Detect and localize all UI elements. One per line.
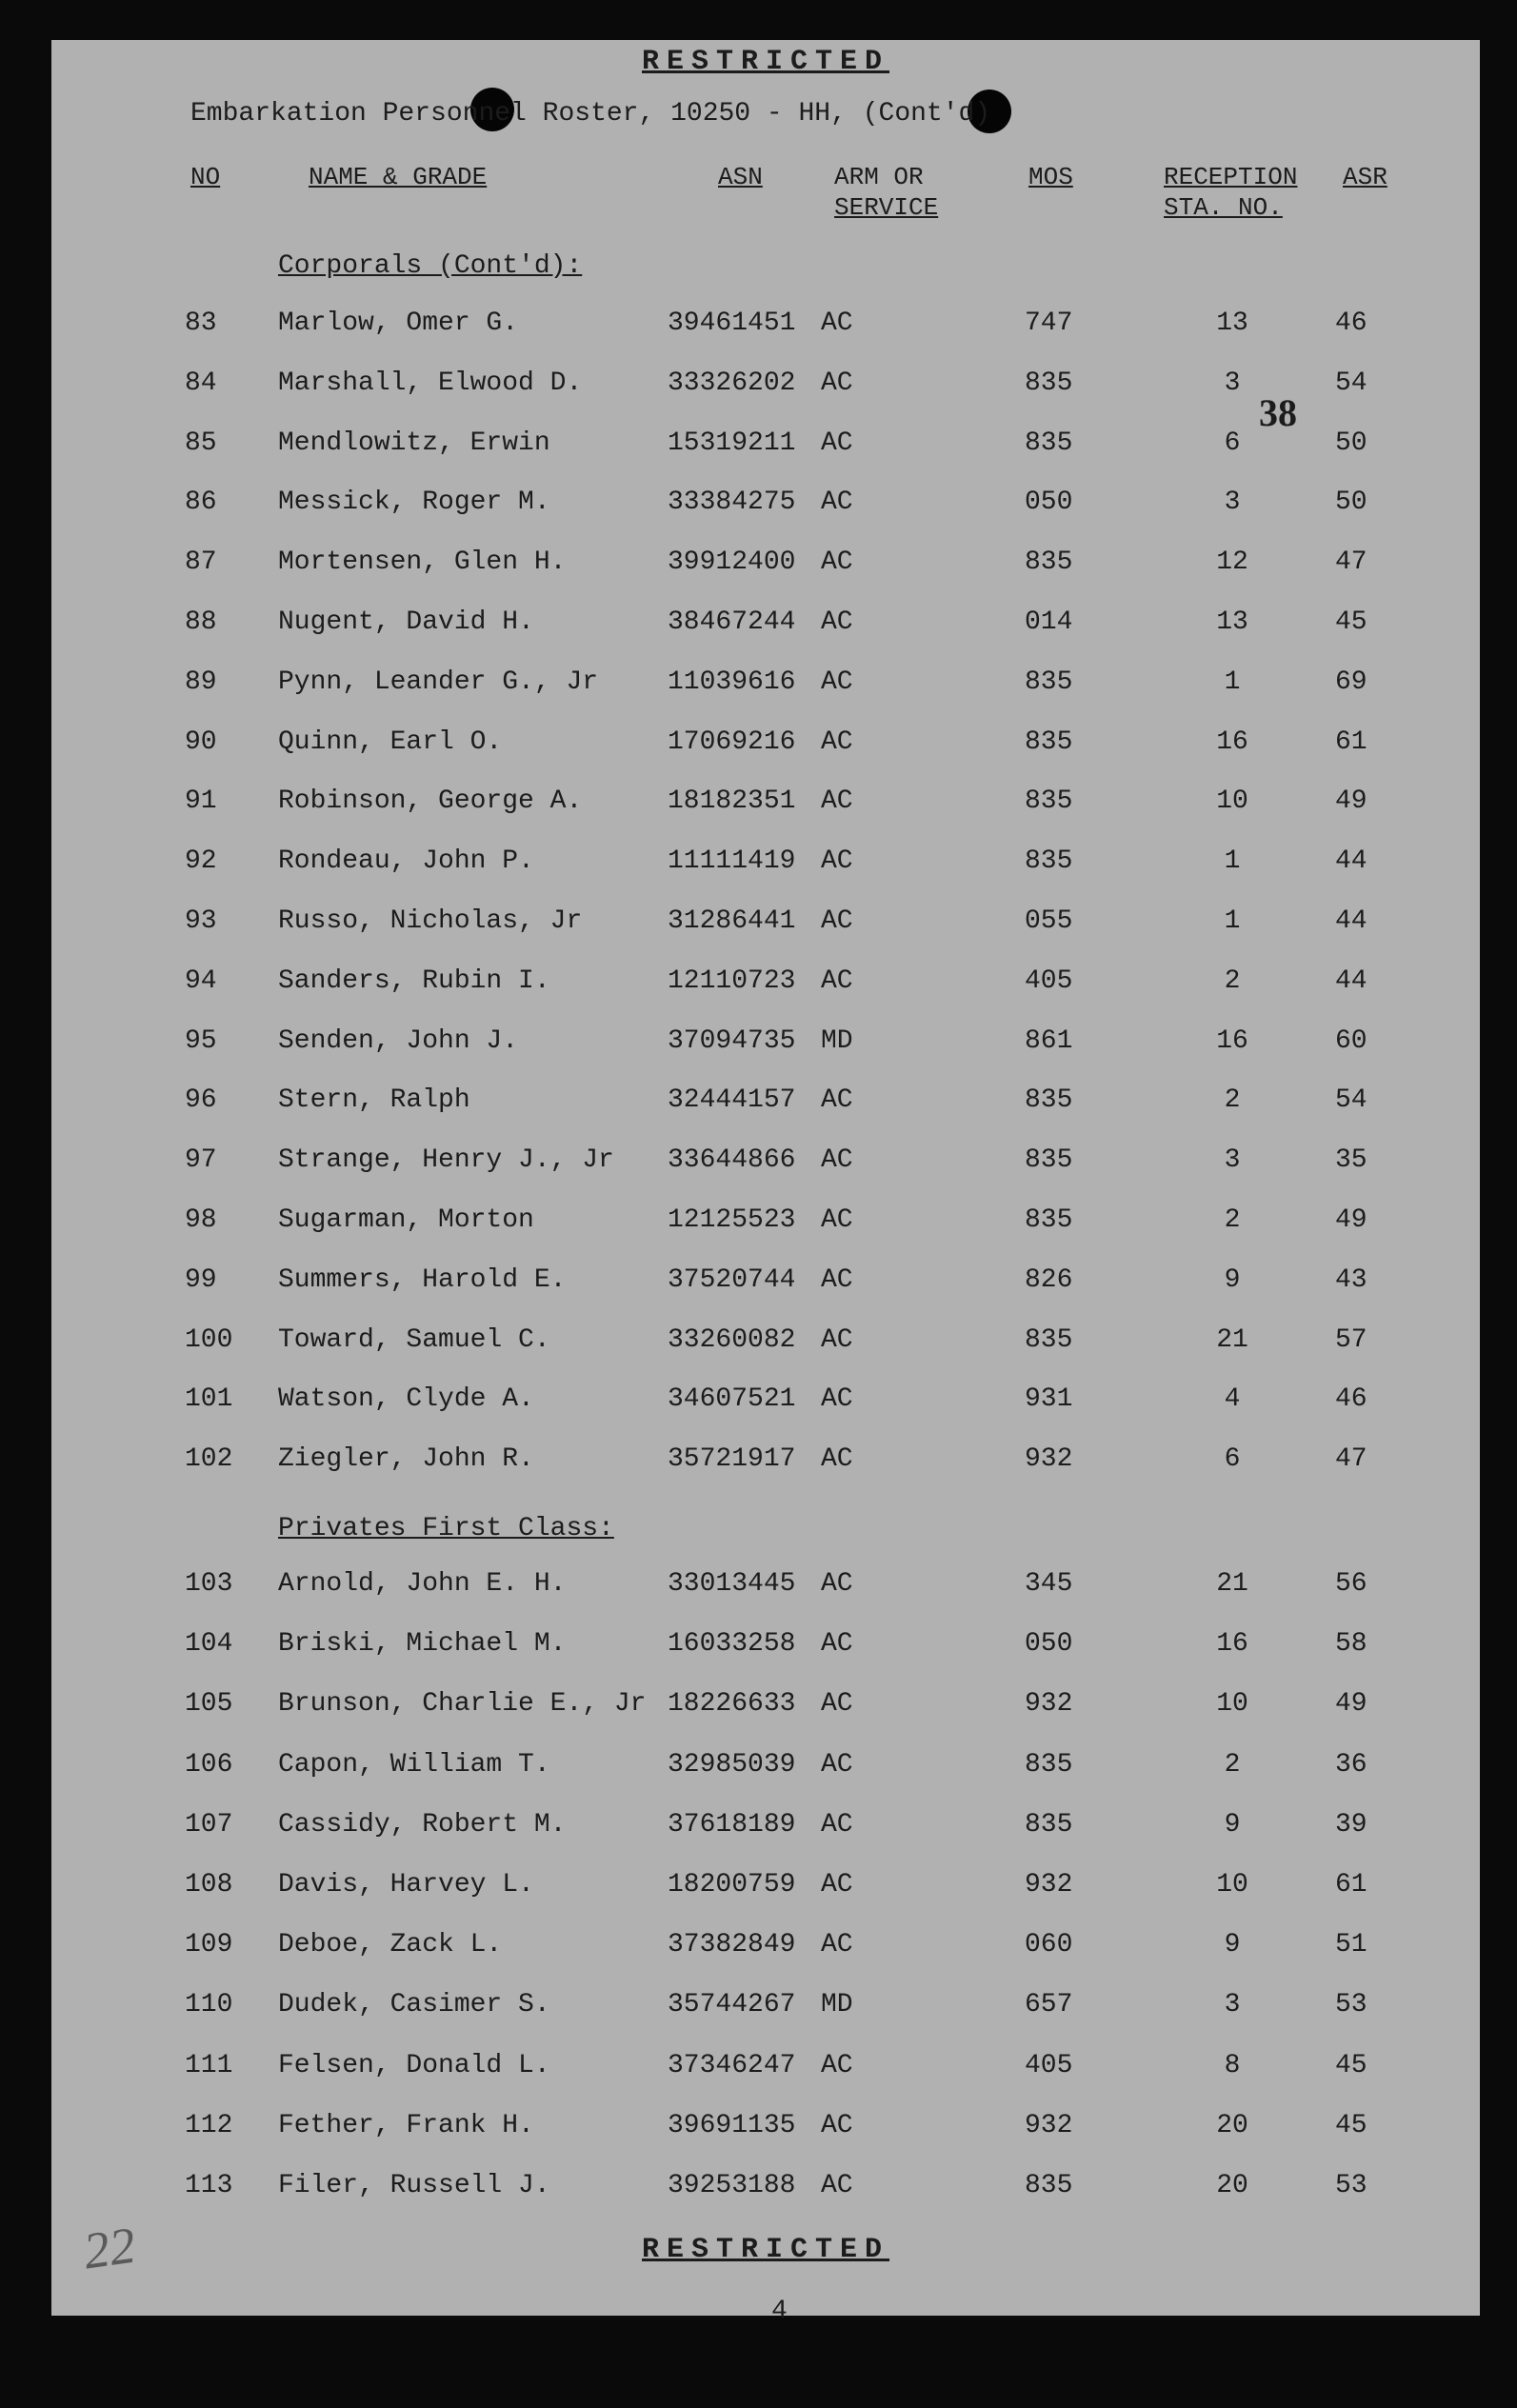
table-row bbox=[51, 1325, 1480, 1371]
cell-rec: 6 bbox=[1224, 1444, 1241, 1475]
cell-mos: 835 bbox=[1025, 786, 1073, 817]
cell-mos: 835 bbox=[1025, 428, 1073, 458]
cell-asn: 33384275 bbox=[668, 488, 796, 518]
table-row bbox=[51, 1810, 1480, 1856]
cell-asn: 15319211 bbox=[668, 428, 796, 458]
table-row bbox=[51, 2171, 1480, 2217]
cell-rec: 10 bbox=[1216, 786, 1248, 817]
cell-asn: 33260082 bbox=[668, 1324, 796, 1355]
table-row bbox=[51, 488, 1480, 533]
cell-mos: 835 bbox=[1025, 2171, 1073, 2200]
cell-name: Capon, William T. bbox=[278, 1749, 550, 1780]
col-header-rec-line1: RECEPTION bbox=[1164, 163, 1298, 191]
cell-name: Sanders, Rubin I. bbox=[278, 965, 550, 996]
cell-no: 98 bbox=[185, 1205, 217, 1235]
cell-rec: 3 bbox=[1224, 1145, 1241, 1176]
cell-asn: 35721917 bbox=[668, 1444, 796, 1475]
cell-no: 102 bbox=[185, 1444, 233, 1475]
cell-name: Strange, Henry J., Jr bbox=[278, 1145, 614, 1176]
cell-name: Filer, Russell J. bbox=[278, 2171, 550, 2200]
cell-rec: 2 bbox=[1224, 1085, 1241, 1116]
cell-arm: MD bbox=[821, 1990, 853, 2020]
cell-mos: 345 bbox=[1025, 1569, 1073, 1599]
table-row bbox=[51, 966, 1480, 1012]
cell-no: 104 bbox=[185, 1629, 233, 1660]
table-row bbox=[51, 308, 1480, 354]
cell-rec: 12 bbox=[1216, 547, 1248, 578]
cell-asr: 45 bbox=[1335, 607, 1367, 637]
cell-asn: 38467244 bbox=[668, 607, 796, 637]
cell-asr: 61 bbox=[1335, 726, 1367, 757]
col-header-arm-line1: ARM OR bbox=[834, 163, 924, 191]
cell-arm: AC bbox=[821, 1629, 853, 1660]
cell-rec: 9 bbox=[1224, 1264, 1241, 1295]
cell-name: Sugarman, Morton bbox=[278, 1205, 534, 1235]
cell-asr: 57 bbox=[1335, 1324, 1367, 1355]
cell-arm: AC bbox=[821, 1569, 853, 1599]
cell-rec: 1 bbox=[1224, 667, 1241, 697]
cell-no: 89 bbox=[185, 667, 217, 697]
cell-mos: 050 bbox=[1025, 488, 1073, 518]
cell-mos: 835 bbox=[1025, 1085, 1073, 1116]
cell-arm: AC bbox=[821, 2110, 853, 2140]
cell-asn: 37094735 bbox=[668, 1025, 796, 1056]
cell-rec: 2 bbox=[1224, 1749, 1241, 1780]
table-row bbox=[51, 1990, 1480, 2036]
cell-asr: 47 bbox=[1335, 1444, 1367, 1475]
cell-name: Briski, Michael M. bbox=[278, 1629, 567, 1660]
cell-rec: 1 bbox=[1224, 906, 1241, 936]
cell-arm: AC bbox=[821, 308, 853, 338]
col-header-rec-line2: STA. NO. bbox=[1164, 193, 1283, 222]
cell-rec: 2 bbox=[1224, 965, 1241, 996]
cell-asr: 39 bbox=[1335, 1809, 1367, 1840]
cell-mos: 050 bbox=[1025, 1629, 1073, 1660]
cell-asn: 33013445 bbox=[668, 1569, 796, 1599]
cell-asn: 39691135 bbox=[668, 2110, 796, 2140]
col-header-mos: MOS bbox=[1028, 163, 1073, 191]
cell-mos: 932 bbox=[1025, 1870, 1073, 1900]
cell-no: 94 bbox=[185, 965, 217, 996]
cell-arm: AC bbox=[821, 726, 853, 757]
cell-rec: 6 bbox=[1224, 428, 1241, 458]
cell-asn: 39253188 bbox=[668, 2171, 796, 2200]
cell-arm: AC bbox=[821, 1689, 853, 1720]
cell-mos: 835 bbox=[1025, 1145, 1073, 1176]
table-row bbox=[51, 2111, 1480, 2157]
cell-name: Quinn, Earl O. bbox=[278, 726, 503, 757]
cell-asr: 36 bbox=[1335, 1749, 1367, 1780]
cell-mos: 835 bbox=[1025, 667, 1073, 697]
cell-rec: 10 bbox=[1216, 1689, 1248, 1720]
cell-asn: 33326202 bbox=[668, 368, 796, 398]
cell-asr: 61 bbox=[1335, 1870, 1367, 1900]
table-row bbox=[51, 1444, 1480, 1490]
cell-name: Marshall, Elwood D. bbox=[278, 368, 583, 398]
cell-asr: 47 bbox=[1335, 547, 1367, 578]
cell-arm: AC bbox=[821, 1749, 853, 1780]
cell-name: Davis, Harvey L. bbox=[278, 1870, 534, 1900]
cell-asn: 34607521 bbox=[668, 1384, 796, 1415]
cell-rec: 21 bbox=[1216, 1324, 1248, 1355]
cell-arm: AC bbox=[821, 2171, 853, 2200]
cell-rec: 9 bbox=[1224, 1809, 1241, 1840]
cell-arm: AC bbox=[821, 846, 853, 877]
cell-no: 84 bbox=[185, 368, 217, 398]
cell-name: Felsen, Donald L. bbox=[278, 2050, 550, 2080]
cell-asn: 18226633 bbox=[668, 1689, 796, 1720]
cell-asn: 18182351 bbox=[668, 786, 796, 817]
col-header-reception bbox=[1164, 162, 1297, 223]
col-header-name: NAME & GRADE bbox=[309, 163, 488, 191]
cell-mos: 405 bbox=[1025, 2050, 1073, 2080]
cell-no: 88 bbox=[185, 607, 217, 637]
cell-arm: AC bbox=[821, 1145, 853, 1176]
cell-asr: 49 bbox=[1335, 1205, 1367, 1235]
cell-asn: 12110723 bbox=[668, 965, 796, 996]
cell-rec: 3 bbox=[1224, 1990, 1241, 2020]
page-number: 4 bbox=[771, 2297, 788, 2326]
table-row bbox=[51, 846, 1480, 892]
cell-mos: 060 bbox=[1025, 1930, 1073, 1960]
cell-rec: 13 bbox=[1216, 607, 1248, 637]
cell-arm: AC bbox=[821, 667, 853, 697]
cell-no: 112 bbox=[185, 2110, 233, 2140]
cell-no: 87 bbox=[185, 547, 217, 578]
handwritten-margin-note: 22 bbox=[80, 2216, 139, 2280]
cell-mos: 826 bbox=[1025, 1264, 1073, 1295]
cell-asr: 60 bbox=[1335, 1025, 1367, 1056]
col-header-arm-line2: SERVICE bbox=[834, 193, 939, 222]
cell-asn: 11039616 bbox=[668, 667, 796, 697]
cell-asr: 69 bbox=[1335, 667, 1367, 697]
cell-name: Stern, Ralph bbox=[278, 1085, 470, 1116]
cell-no: 97 bbox=[185, 1145, 217, 1176]
cell-mos: 932 bbox=[1025, 2110, 1073, 2140]
cell-arm: AC bbox=[821, 1809, 853, 1840]
cell-mos: 835 bbox=[1025, 547, 1073, 578]
cell-name: Senden, John J. bbox=[278, 1025, 519, 1056]
cell-asn: 35744267 bbox=[668, 1990, 796, 2020]
cell-arm: AC bbox=[821, 607, 853, 637]
table-row bbox=[51, 1265, 1480, 1311]
col-header-no: NO bbox=[190, 163, 221, 191]
table-row bbox=[51, 786, 1480, 832]
cell-name: Dudek, Casimer S. bbox=[278, 1990, 550, 2020]
cell-rec: 21 bbox=[1216, 1569, 1248, 1599]
cell-name: Watson, Clyde A. bbox=[278, 1384, 534, 1415]
cell-rec: 16 bbox=[1216, 726, 1248, 757]
cell-name: Ziegler, John R. bbox=[278, 1444, 534, 1475]
document-page bbox=[51, 40, 1480, 2326]
table-row bbox=[51, 1629, 1480, 1675]
cell-rec: 13 bbox=[1216, 308, 1248, 338]
section-corporals: Corporals (Cont'd): bbox=[278, 251, 583, 281]
cell-asn: 32444157 bbox=[668, 1085, 796, 1116]
cell-asn: 37618189 bbox=[668, 1809, 796, 1840]
cell-no: 109 bbox=[185, 1930, 233, 1960]
cell-rec: 4 bbox=[1224, 1384, 1241, 1415]
cell-arm: AC bbox=[821, 428, 853, 458]
table-row bbox=[51, 547, 1480, 593]
table-row bbox=[51, 1026, 1480, 1072]
cell-asr: 50 bbox=[1335, 428, 1367, 458]
cell-arm: AC bbox=[821, 488, 853, 518]
restricted-header: RESTRICTED bbox=[642, 46, 890, 78]
cell-asn: 39912400 bbox=[668, 547, 796, 578]
cell-name: Fether, Frank H. bbox=[278, 2110, 534, 2140]
cell-arm: AC bbox=[821, 786, 853, 817]
cell-arm: AC bbox=[821, 1205, 853, 1235]
cell-asr: 53 bbox=[1335, 2171, 1367, 2200]
table-row bbox=[51, 1569, 1480, 1615]
cell-arm: AC bbox=[821, 1324, 853, 1355]
cell-asn: 32985039 bbox=[668, 1749, 796, 1780]
col-header-asn: ASN bbox=[718, 163, 763, 191]
cell-arm: AC bbox=[821, 2050, 853, 2080]
cell-asr: 45 bbox=[1335, 2050, 1367, 2080]
cell-asr: 44 bbox=[1335, 846, 1367, 877]
cell-rec: 20 bbox=[1216, 2110, 1248, 2140]
cell-rec: 2 bbox=[1224, 1205, 1241, 1235]
table-row bbox=[51, 1085, 1480, 1131]
cell-rec: 1 bbox=[1224, 846, 1241, 877]
cell-mos: 932 bbox=[1025, 1444, 1073, 1475]
table-row bbox=[51, 727, 1480, 773]
cell-name: Toward, Samuel C. bbox=[278, 1324, 550, 1355]
cell-arm: AC bbox=[821, 906, 853, 936]
restricted-footer: RESTRICTED bbox=[642, 2234, 890, 2266]
cell-mos: 657 bbox=[1025, 1990, 1073, 2020]
cell-arm: AC bbox=[821, 368, 853, 398]
cell-no: 99 bbox=[185, 1264, 217, 1295]
col-header-asr: ASR bbox=[1343, 163, 1387, 191]
table-row bbox=[51, 1384, 1480, 1430]
cell-asr: 49 bbox=[1335, 1689, 1367, 1720]
cell-asn: 31286441 bbox=[668, 906, 796, 936]
cell-mos: 747 bbox=[1025, 308, 1073, 338]
cell-no: 95 bbox=[185, 1025, 217, 1056]
cell-mos: 405 bbox=[1025, 965, 1073, 996]
cell-asr: 51 bbox=[1335, 1930, 1367, 1960]
cell-no: 107 bbox=[185, 1809, 233, 1840]
cell-name: Cassidy, Robert M. bbox=[278, 1809, 567, 1840]
cell-no: 100 bbox=[185, 1324, 233, 1355]
cell-no: 93 bbox=[185, 906, 217, 936]
table-row bbox=[51, 1930, 1480, 1976]
cell-asn: 37346247 bbox=[668, 2050, 796, 2080]
cell-name: Summers, Harold E. bbox=[278, 1264, 567, 1295]
cell-mos: 835 bbox=[1025, 846, 1073, 877]
cell-mos: 835 bbox=[1025, 1749, 1073, 1780]
cell-no: 101 bbox=[185, 1384, 233, 1415]
table-row bbox=[51, 667, 1480, 713]
cell-asn: 18200759 bbox=[668, 1870, 796, 1900]
cell-mos: 835 bbox=[1025, 1809, 1073, 1840]
table-row bbox=[51, 1145, 1480, 1191]
cell-name: Messick, Roger M. bbox=[278, 488, 550, 518]
cell-no: 106 bbox=[185, 1749, 233, 1780]
cell-no: 111 bbox=[185, 2050, 233, 2080]
cell-name: Robinson, George A. bbox=[278, 786, 583, 817]
cell-rec: 3 bbox=[1224, 488, 1241, 518]
cell-rec: 16 bbox=[1216, 1629, 1248, 1660]
cell-arm: AC bbox=[821, 1384, 853, 1415]
cell-asr: 44 bbox=[1335, 906, 1367, 936]
cell-mos: 014 bbox=[1025, 607, 1073, 637]
cell-arm: AC bbox=[821, 547, 853, 578]
cell-asn: 17069216 bbox=[668, 726, 796, 757]
cell-asr: 45 bbox=[1335, 2110, 1367, 2140]
cell-mos: 931 bbox=[1025, 1384, 1073, 1415]
cell-asn: 11111419 bbox=[668, 846, 796, 877]
cell-asr: 54 bbox=[1335, 1085, 1367, 1116]
cell-asr: 58 bbox=[1335, 1629, 1367, 1660]
cell-mos: 055 bbox=[1025, 906, 1073, 936]
table-row bbox=[51, 1205, 1480, 1251]
cell-arm: AC bbox=[821, 1444, 853, 1475]
cell-rec: 20 bbox=[1216, 2171, 1248, 2200]
cell-asr: 53 bbox=[1335, 1990, 1367, 2020]
cell-no: 85 bbox=[185, 428, 217, 458]
table-row bbox=[51, 906, 1480, 952]
cell-mos: 835 bbox=[1025, 368, 1073, 398]
cell-asn: 16033258 bbox=[668, 1629, 796, 1660]
cell-asr: 46 bbox=[1335, 308, 1367, 338]
table-row bbox=[51, 607, 1480, 653]
cell-asn: 37520744 bbox=[668, 1264, 796, 1295]
cell-asn: 12125523 bbox=[668, 1205, 796, 1235]
cell-asr: 44 bbox=[1335, 965, 1367, 996]
cell-name: Mendlowitz, Erwin bbox=[278, 428, 550, 458]
cell-name: Marlow, Omer G. bbox=[278, 308, 519, 338]
cell-name: Arnold, John E. H. bbox=[278, 1569, 567, 1599]
stamped-number: 38 bbox=[1259, 391, 1297, 434]
cell-asr: 50 bbox=[1335, 488, 1367, 518]
cell-no: 92 bbox=[185, 846, 217, 877]
col-header-arm bbox=[834, 162, 938, 223]
roster-subtitle: Embarkation Personnel Roster, 10250 - HH, (Cont'd) bbox=[190, 99, 991, 129]
cell-no: 86 bbox=[185, 488, 217, 518]
cell-mos: 835 bbox=[1025, 1205, 1073, 1235]
cell-arm: AC bbox=[821, 1870, 853, 1900]
cell-asr: 35 bbox=[1335, 1145, 1367, 1176]
cell-asn: 39461451 bbox=[668, 308, 796, 338]
cell-mos: 932 bbox=[1025, 1689, 1073, 1720]
cell-asr: 46 bbox=[1335, 1384, 1367, 1415]
cell-mos: 835 bbox=[1025, 726, 1073, 757]
cell-name: Russo, Nicholas, Jr bbox=[278, 906, 583, 936]
cell-rec: 16 bbox=[1216, 1025, 1248, 1056]
cell-no: 113 bbox=[185, 2171, 233, 2200]
cell-asr: 43 bbox=[1335, 1264, 1367, 1295]
cell-rec: 3 bbox=[1224, 368, 1241, 398]
cell-mos: 861 bbox=[1025, 1025, 1073, 1056]
table-row bbox=[51, 1689, 1480, 1735]
section-privates-first-class: Privates First Class: bbox=[278, 1514, 614, 1543]
cell-name: Brunson, Charlie E., Jr bbox=[278, 1689, 647, 1720]
table-row bbox=[51, 1870, 1480, 1916]
table-row bbox=[51, 2051, 1480, 2097]
cell-no: 110 bbox=[185, 1990, 233, 2020]
cell-arm: MD bbox=[821, 1025, 853, 1056]
cell-name: Deboe, Zack L. bbox=[278, 1930, 503, 1960]
cell-asn: 33644866 bbox=[668, 1145, 796, 1176]
cell-rec: 9 bbox=[1224, 1930, 1241, 1960]
cell-no: 96 bbox=[185, 1085, 217, 1116]
cell-mos: 835 bbox=[1025, 1324, 1073, 1355]
cell-no: 108 bbox=[185, 1870, 233, 1900]
cell-name: Rondeau, John P. bbox=[278, 846, 534, 877]
table-row bbox=[51, 1750, 1480, 1796]
cell-arm: AC bbox=[821, 965, 853, 996]
cell-arm: AC bbox=[821, 1930, 853, 1960]
cell-rec: 10 bbox=[1216, 1870, 1248, 1900]
cell-no: 103 bbox=[185, 1569, 233, 1599]
cell-name: Mortensen, Glen H. bbox=[278, 547, 567, 578]
cell-asr: 54 bbox=[1335, 368, 1367, 398]
cell-no: 90 bbox=[185, 726, 217, 757]
cell-asr: 56 bbox=[1335, 1569, 1367, 1599]
cell-asr: 49 bbox=[1335, 786, 1367, 817]
cell-asn: 37382849 bbox=[668, 1930, 796, 1960]
cell-arm: AC bbox=[821, 1085, 853, 1116]
cell-name: Pynn, Leander G., Jr bbox=[278, 667, 599, 697]
cell-name: Nugent, David H. bbox=[278, 607, 534, 637]
cell-no: 83 bbox=[185, 308, 217, 338]
cell-arm: AC bbox=[821, 1264, 853, 1295]
cell-no: 105 bbox=[185, 1689, 233, 1720]
cell-rec: 8 bbox=[1224, 2050, 1241, 2080]
cell-no: 91 bbox=[185, 786, 217, 817]
